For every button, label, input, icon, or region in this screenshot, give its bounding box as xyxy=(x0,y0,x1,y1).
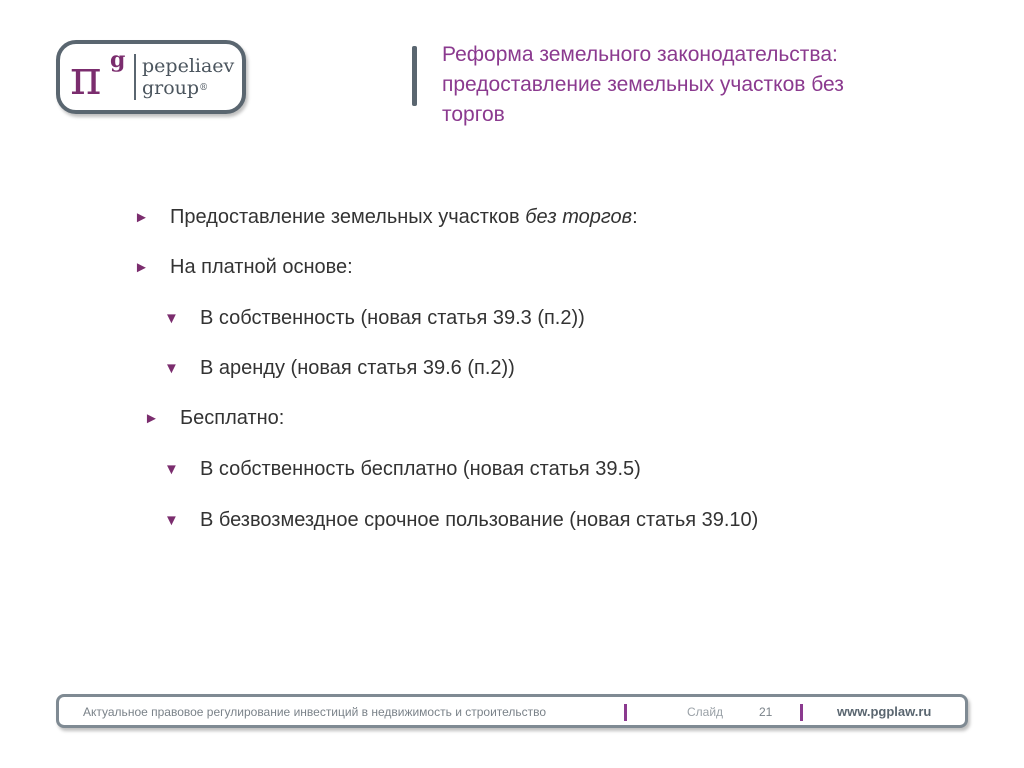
footer-description: Актуальное правовое регулирование инвестиций в недвижимость и строительство xyxy=(83,705,547,719)
sub-bullet-item: В собственность бесплатно (новая статья 39.5) xyxy=(200,458,641,480)
footer-website-link[interactable]: www.pgplaw.ru xyxy=(837,704,932,719)
bullet-arrow-icon: ► xyxy=(144,410,159,427)
slide-title xyxy=(442,40,1002,130)
title-line-3: торгов xyxy=(442,103,505,126)
title-line-1: Реформа земельного законодательства: xyxy=(442,43,838,66)
bullet-item: Предоставление земельных участков без торгов: xyxy=(170,206,638,228)
sub-bullet-item: В собственность (новая статья 39.3 (п.2)) xyxy=(200,307,585,329)
footer-slide-number: 21 xyxy=(759,705,773,719)
title-line-2: предоставление земельных участков без xyxy=(442,73,844,96)
logo-registered-mark: ® xyxy=(199,83,209,93)
logo-pi-symbol: π xyxy=(70,50,102,106)
pepeliaev-group-logo xyxy=(56,40,246,114)
sub-bullet-item: В безвозмездное срочное пользование (новая статья 39.10) xyxy=(200,509,759,531)
bullet-item: Бесплатно: xyxy=(180,407,285,429)
logo-wordmark xyxy=(142,55,234,99)
footer-slide-label: Слайд xyxy=(687,705,724,719)
logo-divider xyxy=(134,54,136,100)
logo-g-superscript: g xyxy=(110,47,126,73)
bullet-emphasis: без торгов xyxy=(525,206,633,228)
slide-footer xyxy=(56,694,968,728)
sub-bullet-triangle-icon: ▼ xyxy=(164,512,179,529)
sub-bullet-triangle-icon: ▼ xyxy=(164,360,179,377)
logo-line-1: pepeliaev xyxy=(142,55,235,77)
bullet-arrow-icon: ► xyxy=(134,209,149,226)
sub-bullet-item: В аренду (новая статья 39.6 (п.2)) xyxy=(200,357,515,379)
footer-separator xyxy=(800,704,803,721)
bullet-item: На платной основе: xyxy=(170,256,353,278)
sub-bullet-triangle-icon: ▼ xyxy=(164,310,179,327)
sub-bullet-triangle-icon: ▼ xyxy=(164,461,179,478)
title-accent-bar xyxy=(412,46,417,106)
bullet-arrow-icon: ► xyxy=(134,259,149,276)
footer-separator xyxy=(624,704,627,721)
logo-line-2: group® xyxy=(142,77,209,99)
